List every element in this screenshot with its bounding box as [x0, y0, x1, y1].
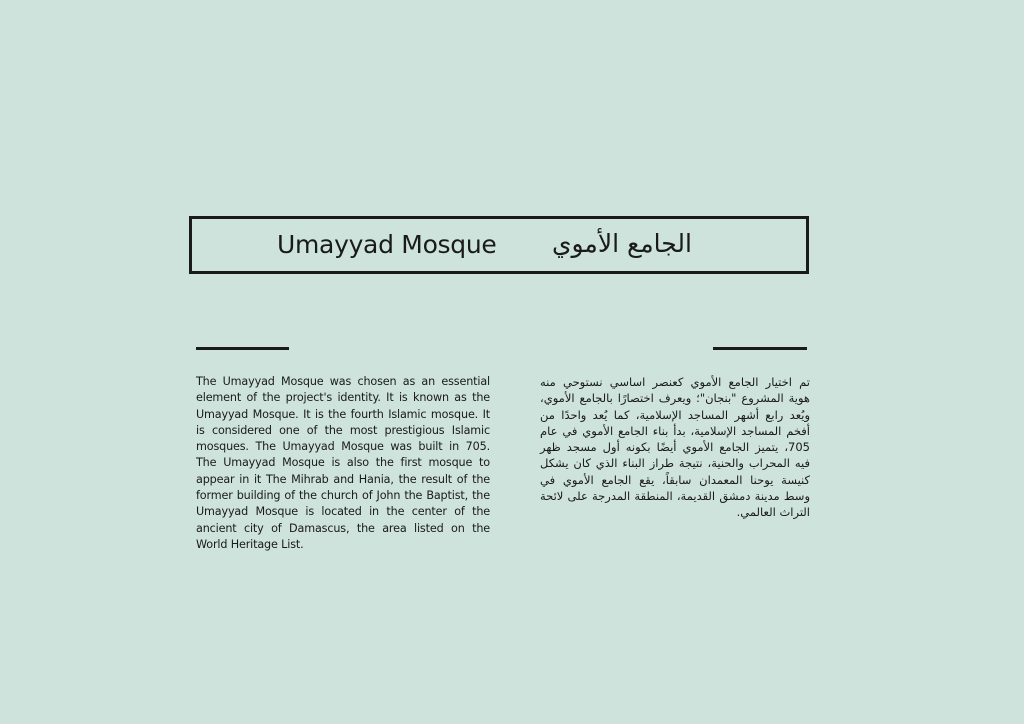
- arabic-paragraph: تم اختيار الجامع الأموي كعنصر اساسي نستوحي منه هوية المشروع "بنجان"؛ ويعرف اختصارًا بالجامع الأموي، ويُعد رابع أشهر المساجد الإسلامية، كما يُعد واحدًا من أفخم المساجد الإسلامية، بدأ بناء الجامع الأموي في عام 705، يتميز الجامع الأموي أيضًا بكونه أول مسجد ظهر فيه المحراب والحنية، نتيجة طراز البناء الذي كان يشكل كنيسة يوحنا المعمدان سابقاً، يقع الجامع الأموي في وسط مدينة دمشق القديمة، المنطقة المدرجة على لائحة التراث العالمي.: [540, 375, 810, 520]
- title-arabic: الجامع الأموي: [551, 229, 692, 258]
- title-box: [189, 216, 809, 274]
- left-divider: [196, 347, 289, 350]
- right-divider: [713, 347, 807, 350]
- title-english: Umayyad Mosque: [277, 230, 497, 259]
- english-paragraph: The Umayyad Mosque was chosen as an essential element of the project's identity. It is known as the Umayyad Mosque. It is the fourth Islamic mosque. It is considered one of the most prestigious Islamic mosques. The Umayyad Mosque was built in 705. The Umayyad Mosque is also the first mosque to appear in it The Mihrab and Hania, the result of the former building of the church of John the Baptist, the Umayyad Mosque is located in the center of the ancient city of Damascus, the area listed on the World Heritage List.: [196, 375, 490, 551]
